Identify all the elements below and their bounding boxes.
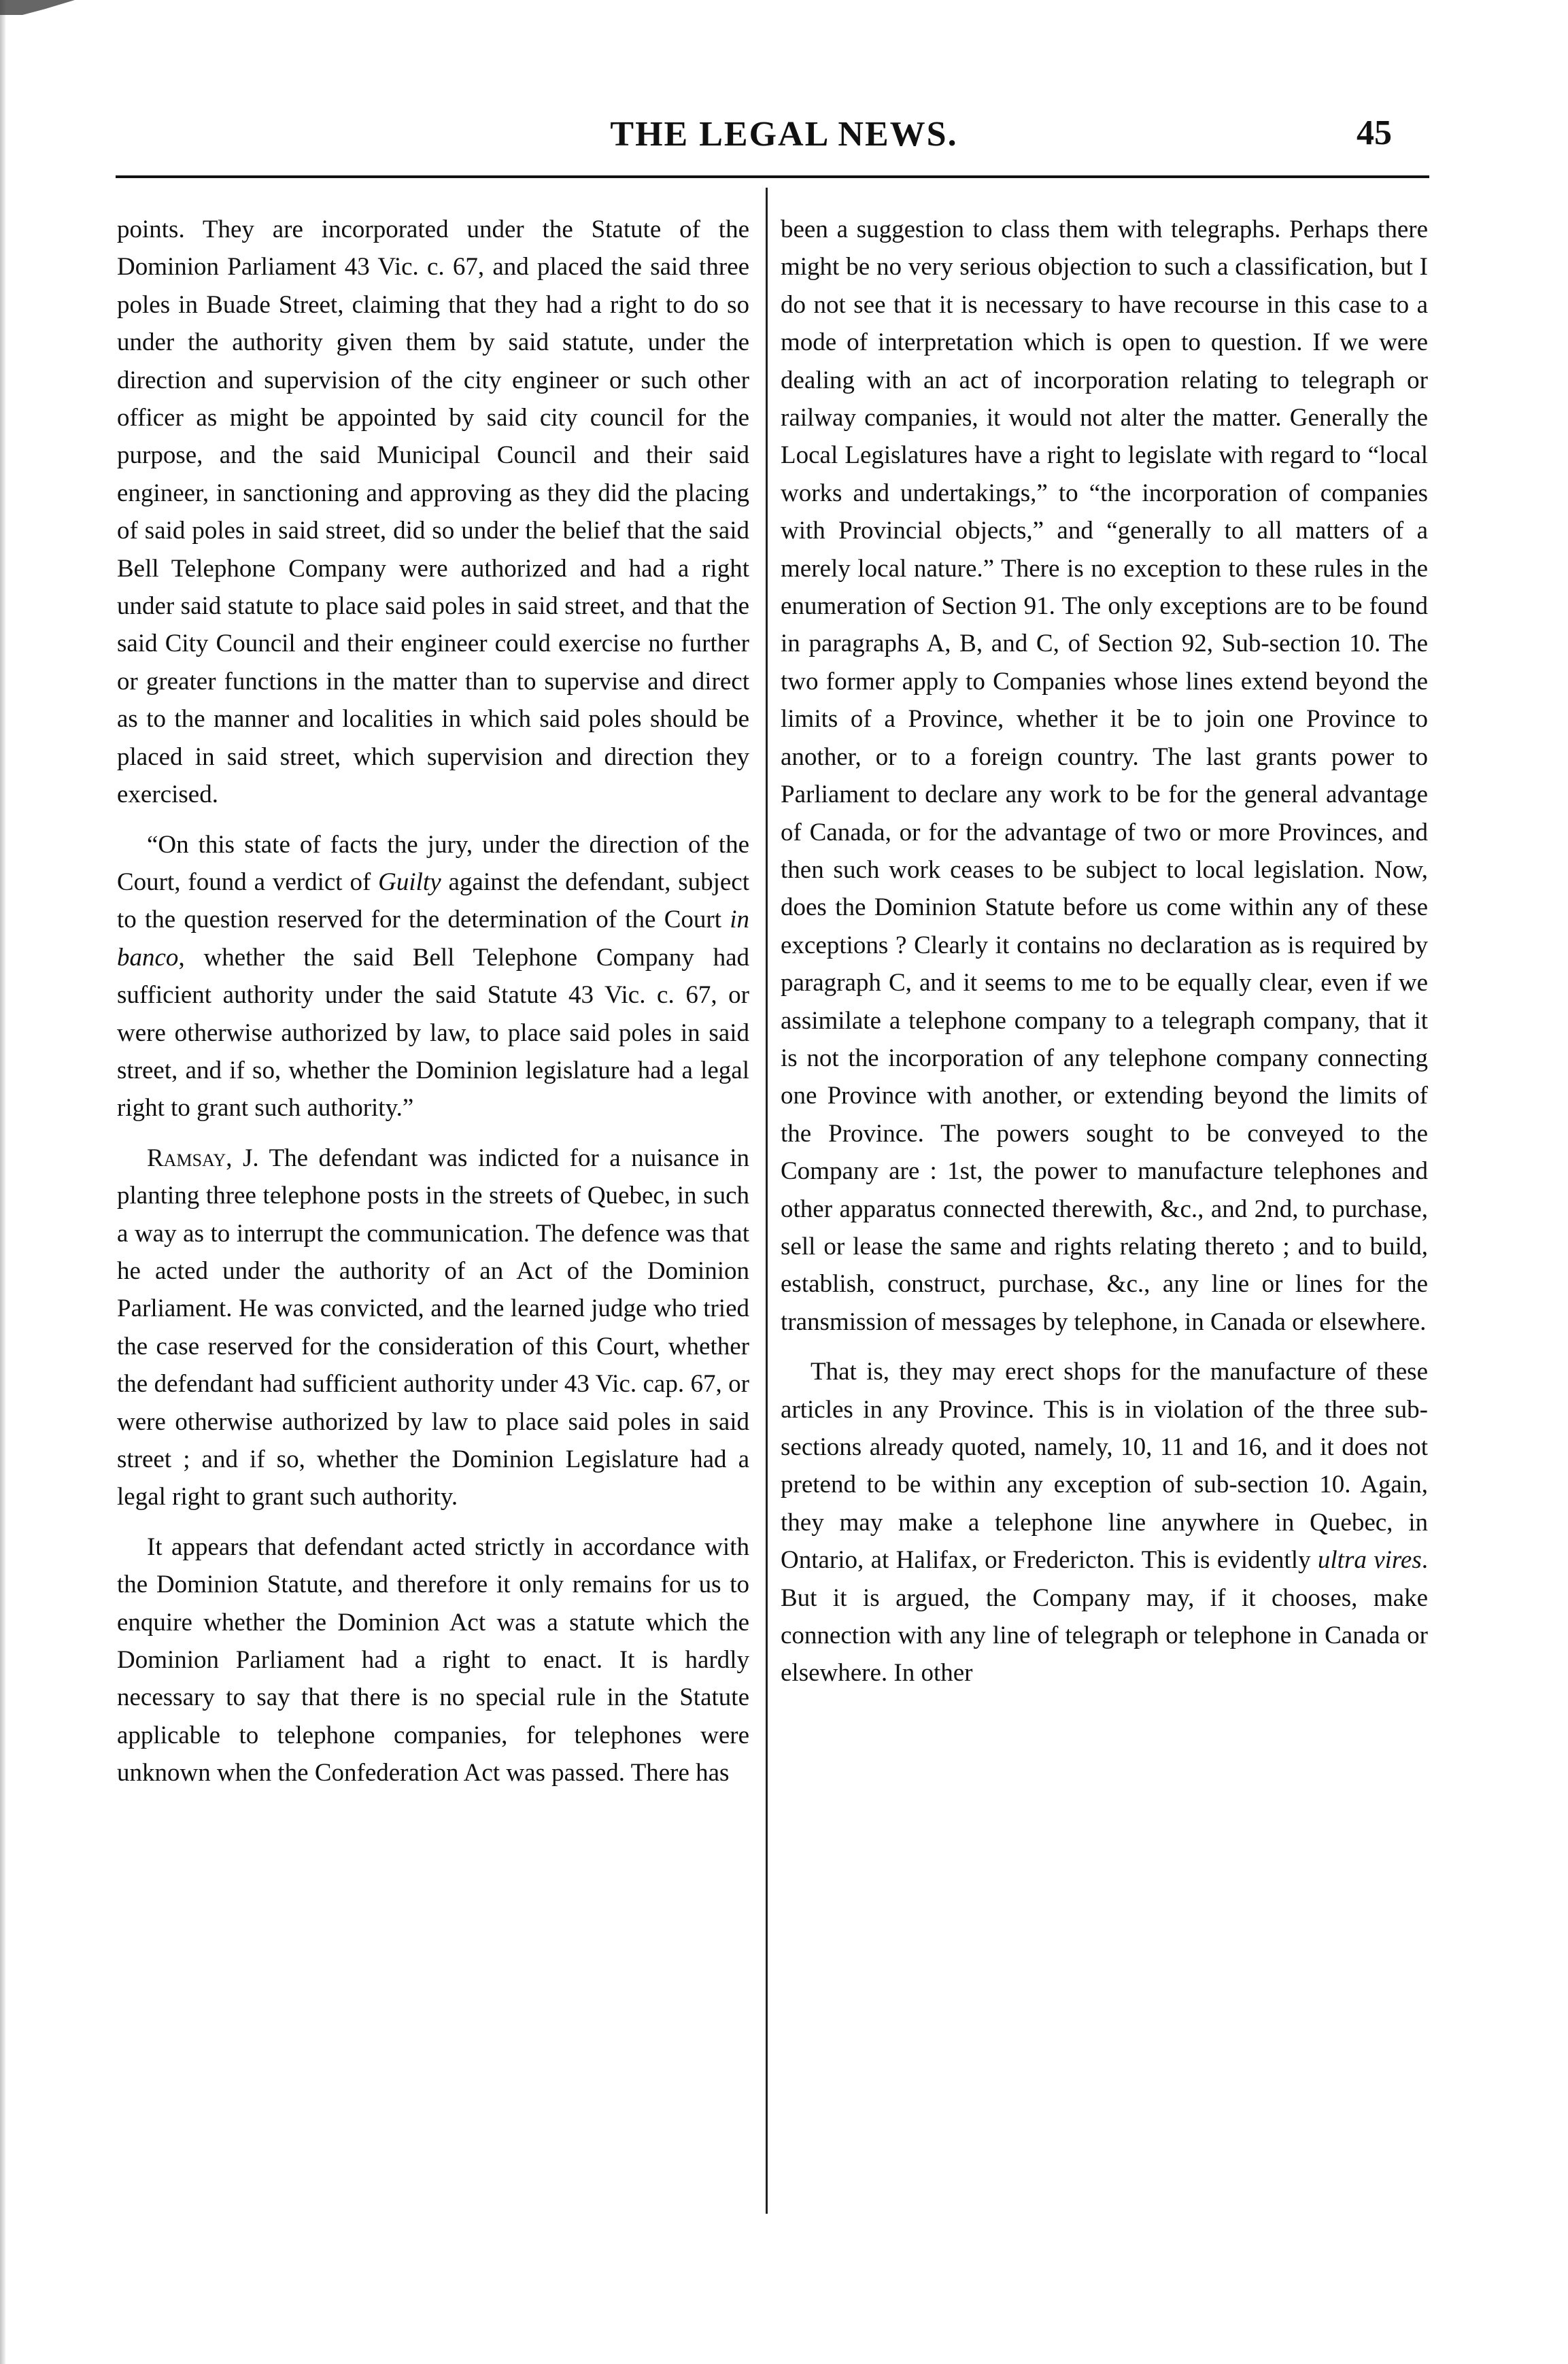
right-p2-text-b: . But it is argued, the Company may, if it chooses, make connection with any line of telegraph or telephone in Canada or elsewhere. In other — [781, 1546, 1428, 1688]
scan-edge-shadow — [0, 0, 5, 2364]
left-paragraph-4: It appears that defendant acted strictly in accordance with the Dominion Statute, and therefore it only remains for us to enquire whether the Dominion Act was a statute which the Dominion Parliament had a right to enact. It is hardly necessary to say that there is no special rule in the Statute applicable to telephone companies, for telephones were unknown when the Confederation Act was passed. There has — [117, 1532, 749, 1787]
scan-corner-mark — [0, 0, 75, 15]
verdict-guilty: Guilty — [378, 868, 441, 896]
in-banco-term: in banco — [117, 906, 749, 972]
left-p2-text-c: , whether the said Bell Telephone Company had sufficient authority under the said Statute 43 Vic. c. 67, or were otherwise authorized by law, to place said poles in said street, and if so, whether the Dominion legislature had a legal right to grant such authority.” — [117, 943, 749, 1123]
left-paragraph-2 — [117, 826, 749, 1127]
left-p3-text: The defendant was indicted for a nuisance in planting three telephone posts in the streets of Quebec, in such a way as to interrupt the communication. The defence was that he acted under the authority of an Act of the Dominion Parliament. He was convicted, and the learned judge who tried the case reserved for the consideration of this Court, whether the defendant had sufficient authority under 43 Vic. cap. 67, or were otherwise authorized by law to place said poles in said street ; and if so, whether the Dominion Legislature had a legal right to grant such authority. — [117, 1144, 749, 1511]
left-column — [117, 211, 749, 1792]
running-head-title: THE LEGAL NEWS. — [610, 115, 958, 154]
page-number: 45 — [1357, 114, 1392, 152]
right-p2-text-a: That is, they may erect shops for the manufacture of these articles in any Province. This is in violation of the three sub-sections already quoted, namely, 10, 11 and 16, and it does not pretend to be within any exception of sub-section 10. Again, they may make a telephone line anywhere in Quebec, in Ontario, at Halifax, or Fredericton. This is evidently — [781, 1358, 1428, 1575]
column-divider — [766, 188, 768, 2214]
left-p2-text-b: against the defendant, subject to the question reserved for the determination of the Court — [117, 868, 749, 934]
header-rule — [116, 175, 1429, 178]
judge-name: Ramsay, J. — [147, 1144, 259, 1172]
ultra-vires-term: ultra vires — [1317, 1546, 1422, 1575]
left-paragraph-3 — [117, 1140, 749, 1516]
right-paragraph-2 — [781, 1353, 1428, 1692]
right-paragraph-1: been a suggestion to class them with telegraphs. Perhaps there might be no very serious objection to such a classification, but I do not see that it is necessary to have recourse in this case to a mode of interpretation which is open to question. If we were dealing with an act of incorporation relating to telegraph or railway companies, it would not alter the matter. Generally the Local Legislatures have a right to legislate with regard to “local works and undertakings,” to “the incorporation of companies with Provincial objects,” and “generally to all matters of a merely local nature.” There is no exception to these rules in the enumeration of Section 91. The only exceptions are to be found in paragraphs A, B, and C, of Section 92, Sub-section 10. The two former apply to Companies whose lines extend beyond the limits of a Province, whether it be to join one Province to another, or to a foreign country. The last grants power to Parliament to declare any work to be for the general advantage of Canada, or for the advantage of two or more Provinces, and then such work ceases to be subject to local legislation. Now, does the Dominion Statute before us come within any of these exceptions ? Clearly it contains no declaration as is required by paragraph C, and it seems to me to be equally clear, even if we assimilate a telephone company to a telegraph company, that it is not the incorporation of any telephone company connecting one Province with another, or extending beyond the limits of the Province. The powers sought to be conveyed to the Company are : 1st, the power to manufacture telephones and other apparatus connected therewith, &c., and 2nd, to purchase, sell or lease the same and rights relating thereto ; and to build, establish, construct, purchase, &c., any line or lines for the transmission of messages by telephone, in Canada or elsewhere. — [781, 216, 1428, 1336]
left-p2-text-a: “On this state of facts the jury, under the direction of the Court, found a verdict of — [117, 830, 749, 896]
left-paragraph-1: points. They are incorporated under the Statute of the Dominion Parliament 43 Vic. c. 67, and placed the said three poles in Buade Street, claiming that they had a right to do so under the authority given them by said statute, under the direction and supervision of the city engineer or such other officer as might be appointed by said city council for the purpose, and the said Municipal Council and their said engineer, in sanctioning and approving as they did the placing of said poles in said street, did so under the belief that the said Bell Telephone Company were authorized and had a right under said statute to place said poles in said street, and that the said City Council and their engineer could exercise no further or greater functions in the matter than to supervise and direct as to the manner and localities in which said poles should be placed in said street, which supervision and direction they exercised. — [117, 216, 749, 809]
right-column — [781, 211, 1428, 1692]
